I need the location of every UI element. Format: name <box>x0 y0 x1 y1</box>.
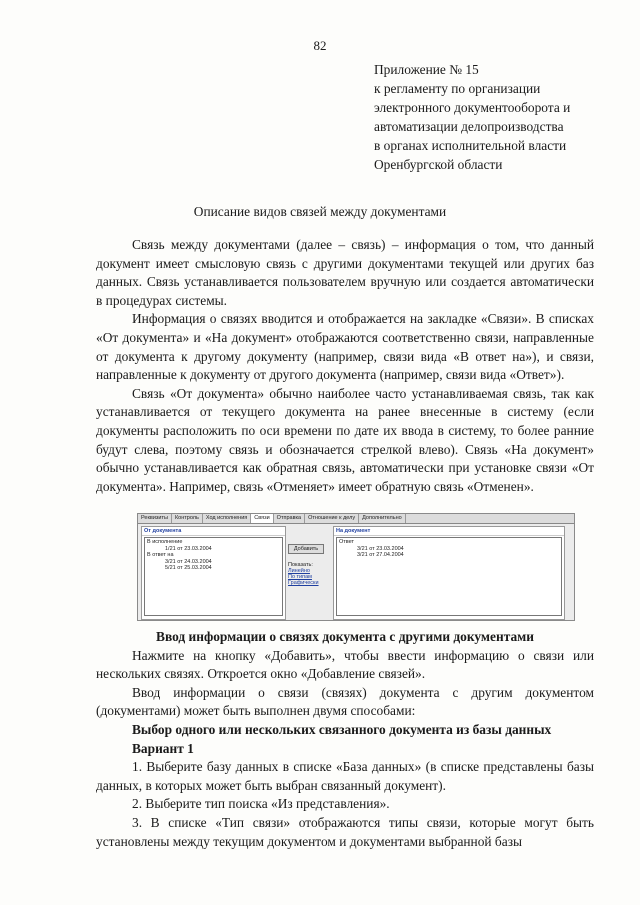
step-item: 3. В списке «Тип связи» отображаются типы связи, которые могут быть установлены между текущим документом и документами выбранной базы <box>96 814 594 849</box>
from-document-header: От документа <box>142 527 285 536</box>
paragraph: Ввод информации о связи (связях) документа с другим документом (документами) может быть выполнен двумя способами: <box>96 684 594 719</box>
show-label: Показать: <box>288 562 313 568</box>
from-document-list <box>144 537 283 616</box>
paragraph: Информация о связях вводится и отображается на закладке «Связи». В списках «От документа» и «На документ» отображаются соответственно связи, направленные от документа к другому документу (например, связи вида «В ответ на»), и связи, направленные к документу от другого документа (например, связи вида «Ответ»). <box>96 311 594 383</box>
show-graphic-link: Графически <box>288 580 319 586</box>
actions-column <box>288 544 330 586</box>
list-item: 1/21 от 23.03.2004 <box>165 545 212 552</box>
appendix-line: к регламенту по организации <box>374 81 541 96</box>
list-item: 3/21 от 24.03.2004 <box>165 558 212 565</box>
section-heading: Ввод информации о связях документа с другими документами <box>156 629 534 644</box>
tab-control: Контроль <box>172 514 203 523</box>
links-tab-screenshot <box>137 513 575 621</box>
list-item: 5/21 от 25.03.2004 <box>165 565 212 572</box>
tab-sending: Отправка <box>274 514 305 523</box>
tab-links: Связи <box>251 514 273 523</box>
list-item: 3/21 от 27.04.2004 <box>357 552 404 559</box>
list-item: В исполнение <box>147 539 183 545</box>
tab-case-relation: Отношение к делу <box>305 514 359 523</box>
list-item: Ответ <box>339 539 355 545</box>
appendix-line: автоматизации делопроизводства <box>374 119 564 134</box>
method-heading: Выбор одного или нескольких связанного документа из базы данных <box>132 721 552 737</box>
step-item: 2. Выберите тип поиска «Из представления». <box>132 796 390 812</box>
from-document-pane <box>141 526 286 620</box>
page-number: 82 <box>313 38 327 53</box>
variant-heading: Вариант 1 <box>132 740 194 756</box>
paragraph: Связь между документами (далее – связь) – информация о том, что данный документ имеет смысловую связь с другими документами текущей или других баз данных. Связь устанавливается пользователем вручную или создается автоматически в процедурах системы. <box>96 237 594 308</box>
show-by-type-link: По типам <box>288 574 312 580</box>
paragraph: Нажмите на кнопку «Добавить», чтобы ввести информацию о связи или нескольких связях. Откроется окно «Добавление связей». <box>96 647 594 682</box>
paragraph: Связь «От документа» обычно наиболее часто устанавливаемая связь, так как устанавливается от текущего документа на ранее внесенные в систему (если документы расположить по оси времени по дате их ввода в систему, то более ранние будут слева, поэтому связь и обозначается стрелкой влево). Связь «На документ» обычно устанавливается как обратная связь, автоматически при установке связи «От документа». Например, связь «Отменяет» имеет обратную связь «Отменен». <box>96 385 594 494</box>
appendix-line: электронного документооборота и <box>374 100 571 115</box>
appendix-line: в органах исполнительной власти <box>374 138 567 153</box>
show-linear-link: Линейно <box>288 568 310 574</box>
tab-requisites: Реквизиты <box>138 514 172 523</box>
to-document-header: На документ <box>334 527 564 536</box>
appendix-line: Оренбургской области <box>374 157 503 172</box>
step-item: 1. Выберите базу данных в списке «База данных» (в списке представлены базы данных, в которых может быть выбран связанный документ). <box>96 759 594 793</box>
to-document-list <box>336 537 562 616</box>
tab-additional: Дополнительно <box>359 514 406 523</box>
list-item: В ответ на <box>147 552 174 559</box>
appendix-note <box>374 60 570 174</box>
document-title: Описание видов связей между документами <box>193 204 447 219</box>
instructions-text <box>96 628 594 851</box>
list-item: 3/21 от 23.03.2004 <box>357 545 404 552</box>
intro-text <box>96 236 594 496</box>
tab-bar <box>138 514 574 524</box>
to-document-pane <box>333 526 565 620</box>
tab-progress: Ход исполнения <box>203 514 251 523</box>
appendix-line: Приложение № 15 <box>374 62 479 77</box>
add-button: Добавить <box>288 544 324 554</box>
